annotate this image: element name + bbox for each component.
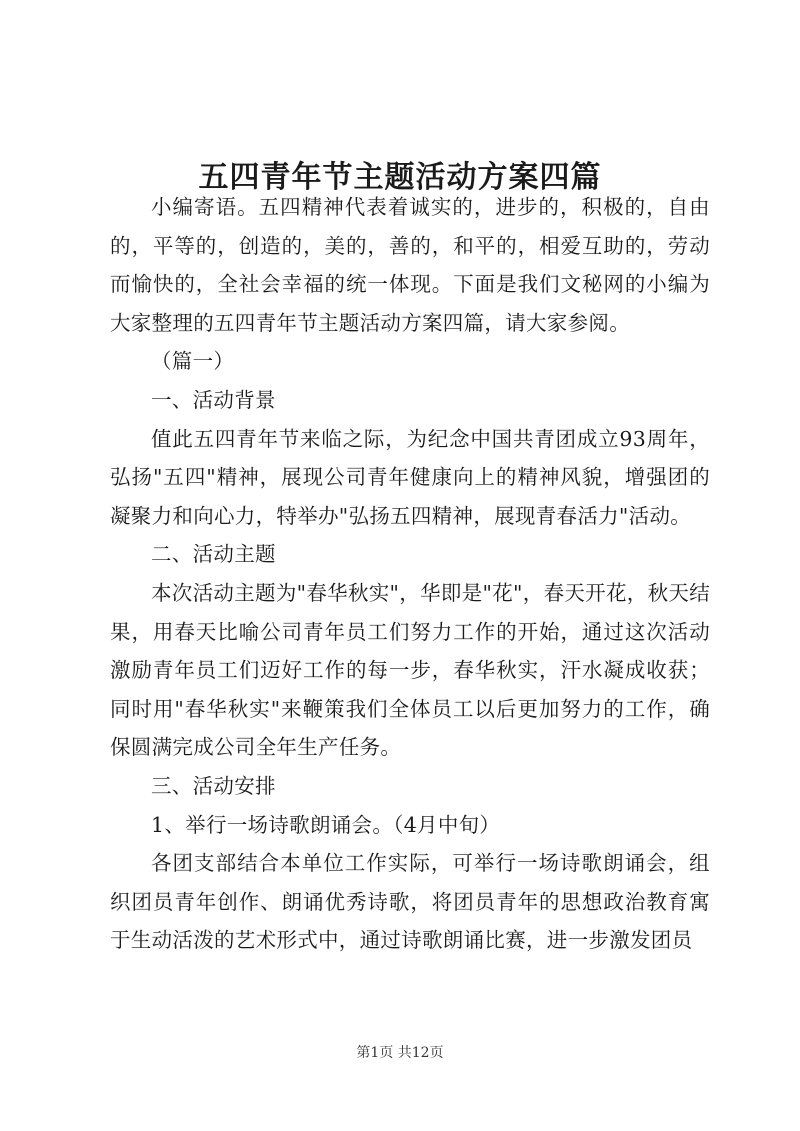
arrangement-item-1-heading: 1、举行一场诗歌朗诵会。（4月中旬）: [151, 812, 501, 837]
page-footer: 第1页 共12页: [356, 1045, 444, 1061]
arrangement-item-1-paragraph: 各团支部结合本单位工作实际，可举行一场诗歌朗诵会，组织团员青年创作、朗诵优秀诗歌，将团员青年的思想政治教育寓于生动活泼的艺术形式中，通过诗歌朗诵比赛，进一步激发团员: [110, 851, 710, 953]
intro-paragraph: 小编寄语。五四精神代表着诚实的，进步的，积极的，自由的，平等的，创造的，美的，善的，和平的，相爱互助的，劳动而愉快的，全社会幸福的统一体现。下面是我们文秘网的小编为大家整理的五四青年节主题活动方案四篇，请大家参阅。: [110, 195, 710, 335]
background-paragraph: 值此五四青年节来临之际，为纪念中国共青团成立93周年，弘扬"五四"精神，展现公司青年健康向上的精神风貌，增强团的凝聚力和向心力，特举办"弘扬五四精神，展现青春活力"活动。: [110, 426, 710, 528]
document-body: [110, 188, 710, 960]
theme-paragraph: 本次活动主题为"春华秋实"，华即是"花"，春天开花，秋天结果，用春天比喻公司青年员工们努力工作的开始，通过这次活动激励青年员工们迈好工作的每一步，春华秋实，汗水凝成收获；同时用"春华秋实"来鞭策我们全体员工以后更加努力的工作，确保圆满完成公司全年生产任务。: [110, 580, 710, 760]
document-title: 五四青年节主题活动方案四篇: [198, 160, 602, 196]
section-heading-theme: 二、活动主题: [151, 542, 276, 567]
section-heading-background: 一、活动背景: [151, 387, 276, 412]
part-one-label: （篇一）: [151, 349, 235, 374]
section-heading-arrangement: 三、活动安排: [151, 773, 276, 798]
